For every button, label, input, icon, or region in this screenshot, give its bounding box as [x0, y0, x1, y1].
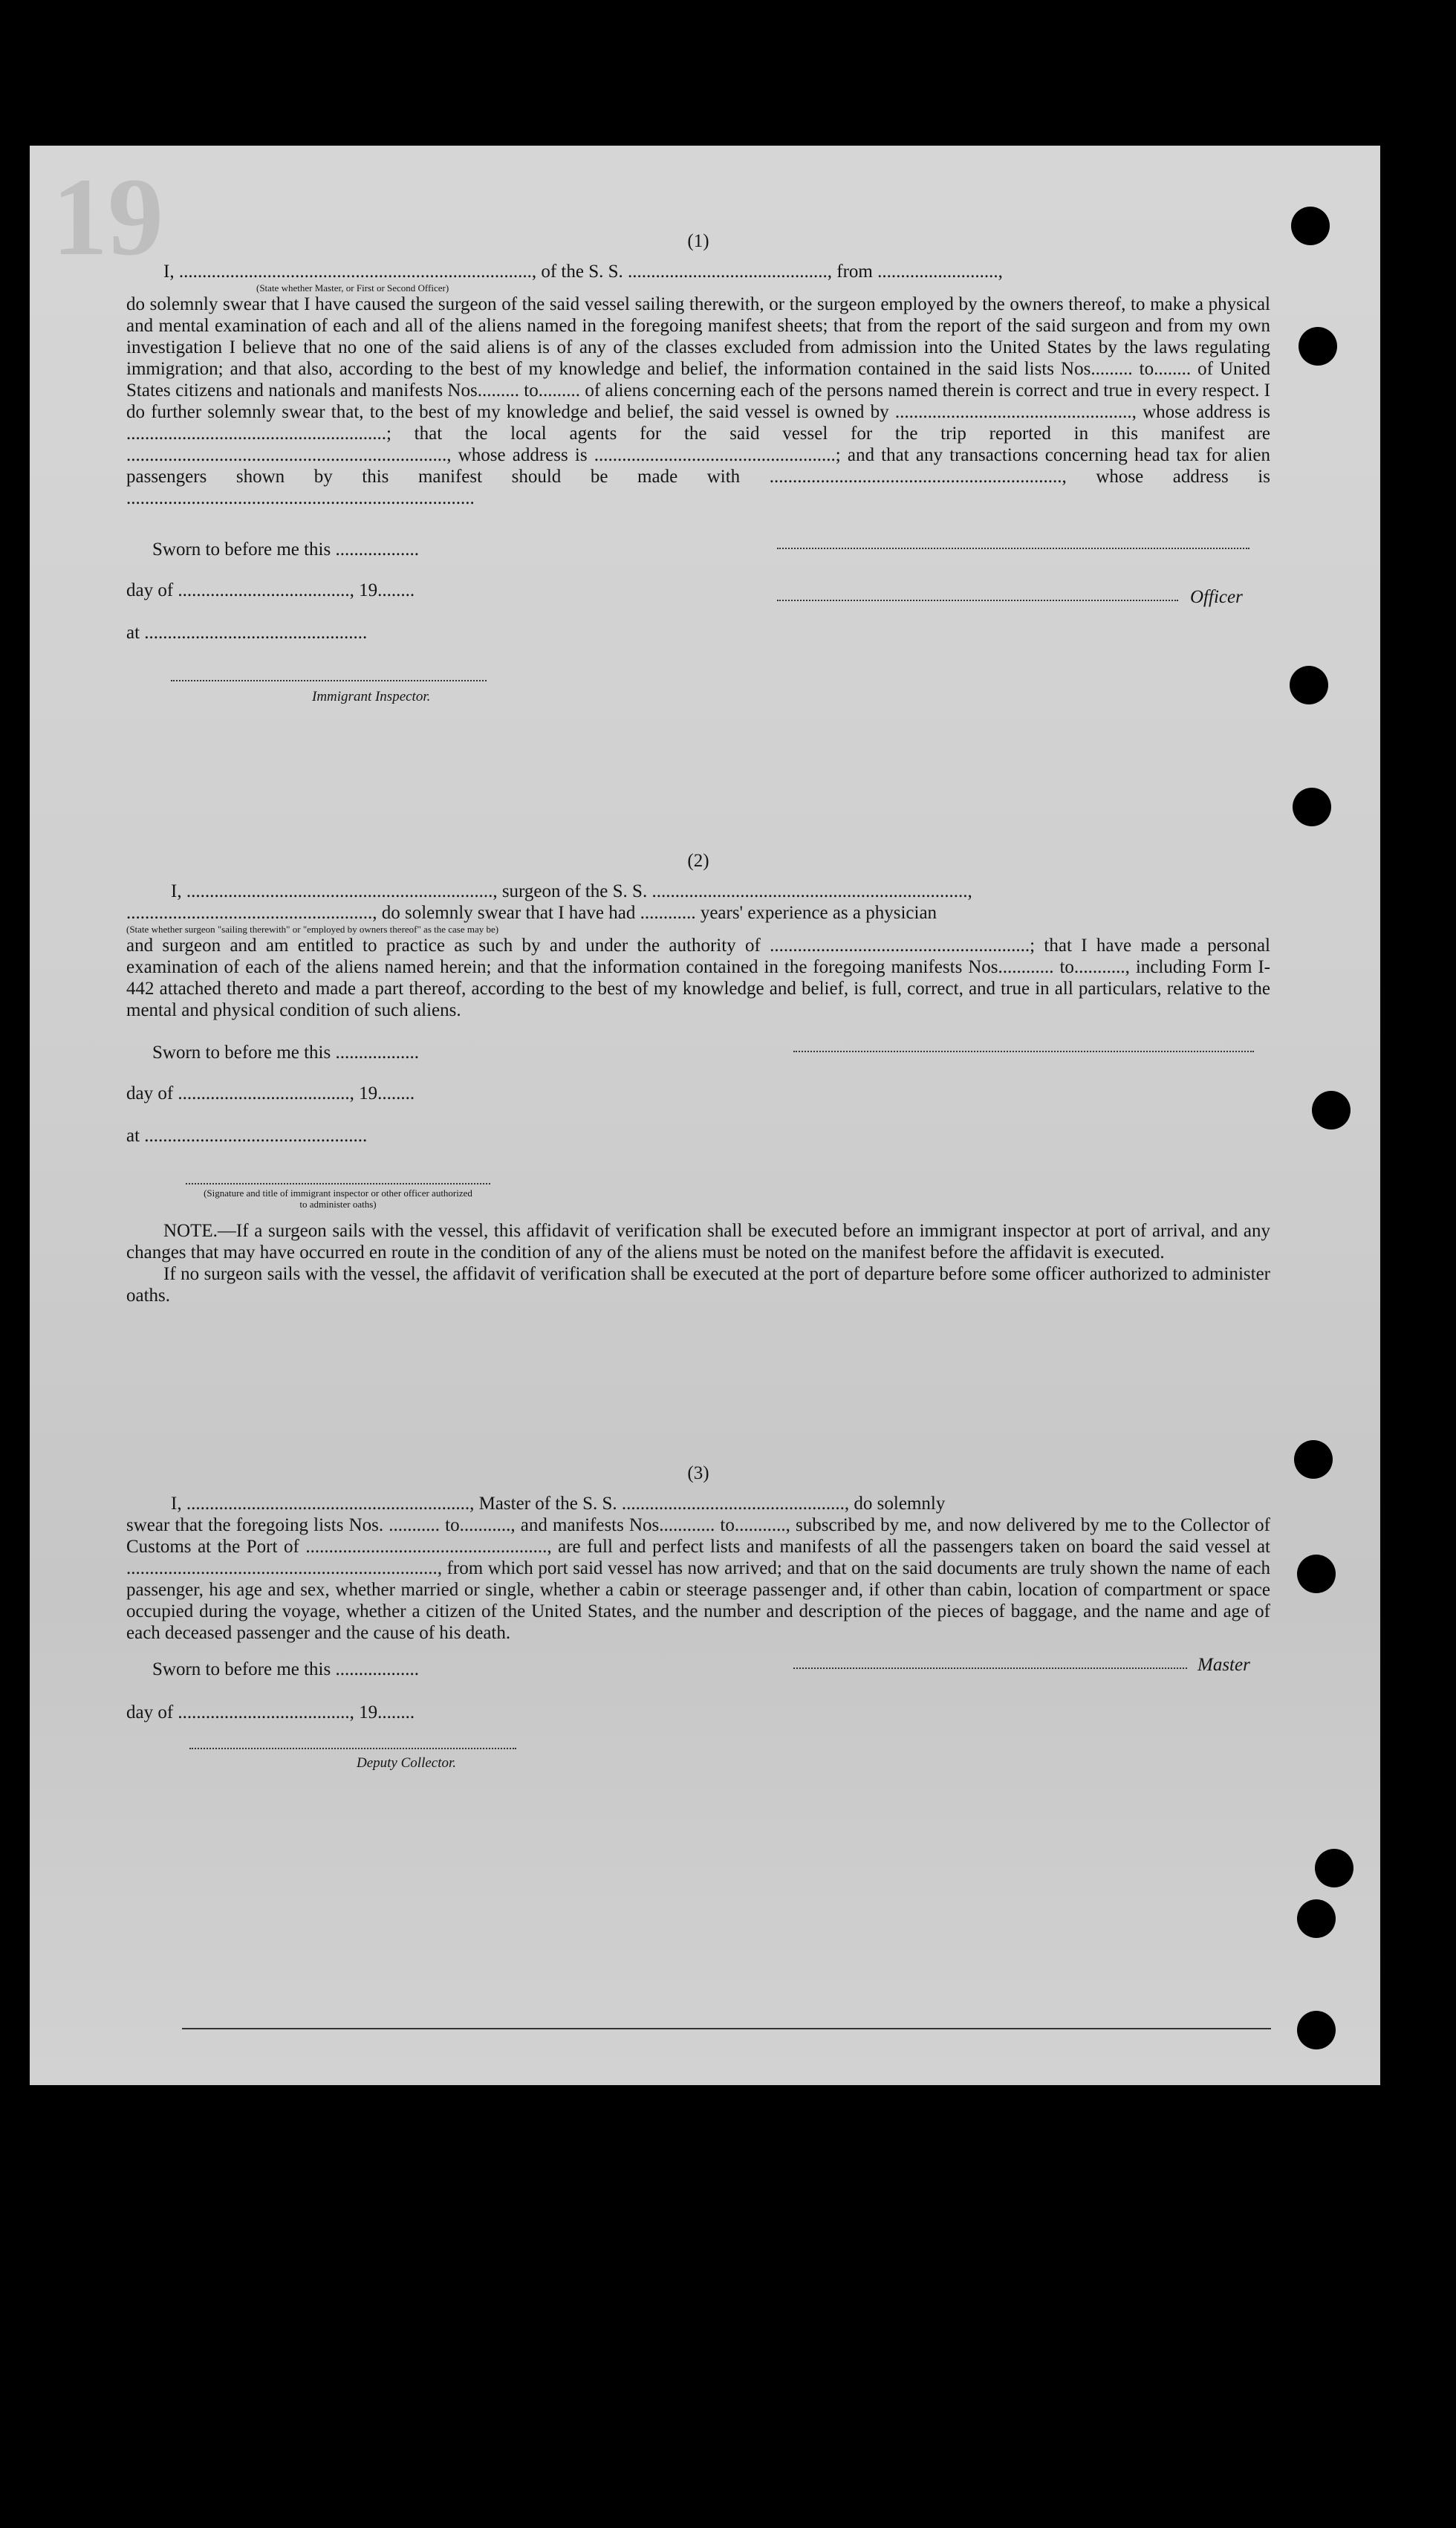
section-3-master-oath	[126, 1462, 1270, 1785]
section-number: (3)	[687, 1463, 709, 1483]
note-text: —If a surgeon sails with the vessel, this affidavit of verification shall be executed before an immigrant inspector at port of arrival, and any changes that may have occurred en route in the condition of any of the aliens must be noted on the manifest before the affidavit is executed.	[126, 1221, 1270, 1263]
field-note: (State whether surgeon "sailing therewith" or "employed by owners thereof" as the case may be)	[126, 924, 499, 935]
bottom-rule	[182, 2028, 1271, 2029]
day-line: day of ....................................., 19........	[126, 1702, 415, 1722]
section-number: (1)	[687, 231, 709, 251]
at-line: at ................................................	[126, 623, 368, 643]
collector-label: Deputy Collector.	[357, 1755, 457, 1771]
section-number: (2)	[687, 851, 709, 871]
sworn-line: Sworn to before me this ..................	[152, 539, 419, 560]
collector-signature-line	[189, 1748, 516, 1749]
inspector-signature-line	[186, 1183, 490, 1184]
note-paragraph-2: If no surgeon sails with the vessel, the affidavit of verification shall be executed at the port of departure before some officer authorized to administer oaths.	[126, 1264, 1270, 1306]
signature-note: (Signature and title of immigrant inspector or other officer authorized to administer oaths)	[204, 1187, 472, 1210]
day-line: day of ....................................., 19........	[126, 1083, 415, 1103]
sworn-line: Sworn to before me this ..................	[152, 1659, 419, 1679]
oath-body: and surgeon and am entitled to practice as such by and under the authority of ........................................................; that I have made a personal examination of each of the aliens named herein; and that the information contained in the foregoing manifests Nos............ to..........., including Form I-442 attached thereto and made a part thereof, according to the best of my knowledge and belief, is full, correct, and true in all particulars, relative to the mental and physical condition of such aliens.	[126, 936, 1270, 1020]
officer-signature-line	[777, 600, 1178, 601]
oath-line: I, .................................................................., surgeon of the S. S. ....................................................................,	[171, 881, 972, 901]
oath-line-2: ....................................................., do solemnly swear that I have had ............ years' experience as a physician	[126, 903, 937, 923]
oath-line: I, ............................................................., Master of the S. S. ................................................, do solemnly	[171, 1494, 946, 1514]
officer-label: Officer	[1190, 587, 1243, 607]
field-note: (State whether Master, or First or Second Officer)	[256, 282, 449, 294]
manifest-page	[30, 146, 1380, 2085]
master-label: Master	[1197, 1655, 1250, 1675]
oath-body: do solemnly swear that I have caused the surgeon of the said vessel sailing therewith, or the surgeon employed by the owners thereof, to make a physical and mental examination of each and all of the aliens named in the foregoing manifest sheets; that from the report of the said surgeon and from my own investigation I believe that no one of the said aliens is of any of the classes excluded from admission into the United States by the laws regulating immigration; and that also, according to the best of my knowledge and belief, the information contained in the said lists Nos......... to........ of United States citizens and nationals and manifests Nos......... to......... of aliens concerning each of the persons named therein is correct and true in every respect. I do further solemnly swear that, to the best of my knowledge and belief, the said vessel is owned by ..................................................., whose address is ........................................................; that the local agents for the said vessel for the trip reported in this manifest are ....................................................................., whose address is ....................................................; and that any transactions concerning head tax for alien passengers shown by this manifest should be made with ..............................................................., whose address is ...........................................................................	[126, 294, 1270, 508]
day-line: day of ....................................., 19........	[126, 580, 415, 600]
section-1-master-affidavit	[126, 230, 1270, 725]
sworn-line: Sworn to before me this ..................	[152, 1043, 419, 1063]
at-line: at ................................................	[126, 1126, 368, 1146]
oath-line: I, ............................................................................, of the S. S. ..........................................., from ..........................,	[163, 262, 1003, 282]
faded-stamp-number: 19	[52, 155, 163, 279]
master-signature-line	[793, 1667, 1187, 1669]
inspector-signature-line	[171, 680, 487, 681]
oath-body: swear that the foregoing lists Nos. ........... to..........., and manifests Nos............ to..........., subscribed by me, and now delivered by me to the Collector of Customs at the Port of ...................................................., are full and perfect lists and manifests of all the passengers taken on board the said vessel at ..................................................................., from which port said vessel has now arrived; and that on the said documents are truly shown the name of each passenger, his age and sex, whether married or single, whether a cabin or steerage passenger and, if other than cabin, location of compartment or space occupied during the voyage, whether a citizen of the United States, and the number and description of the pieces of baggage, and the name and age of each deceased passenger and the cause of his death.	[126, 1515, 1270, 1643]
note-paragraph	[126, 1220, 1270, 1263]
inspector-label: Immigrant Inspector.	[312, 689, 431, 704]
signature-line	[777, 548, 1249, 549]
surgeon-signature-line	[793, 1051, 1254, 1052]
note-label: NOTE.	[163, 1221, 218, 1241]
section-2-surgeon-affidavit	[126, 850, 1270, 1306]
